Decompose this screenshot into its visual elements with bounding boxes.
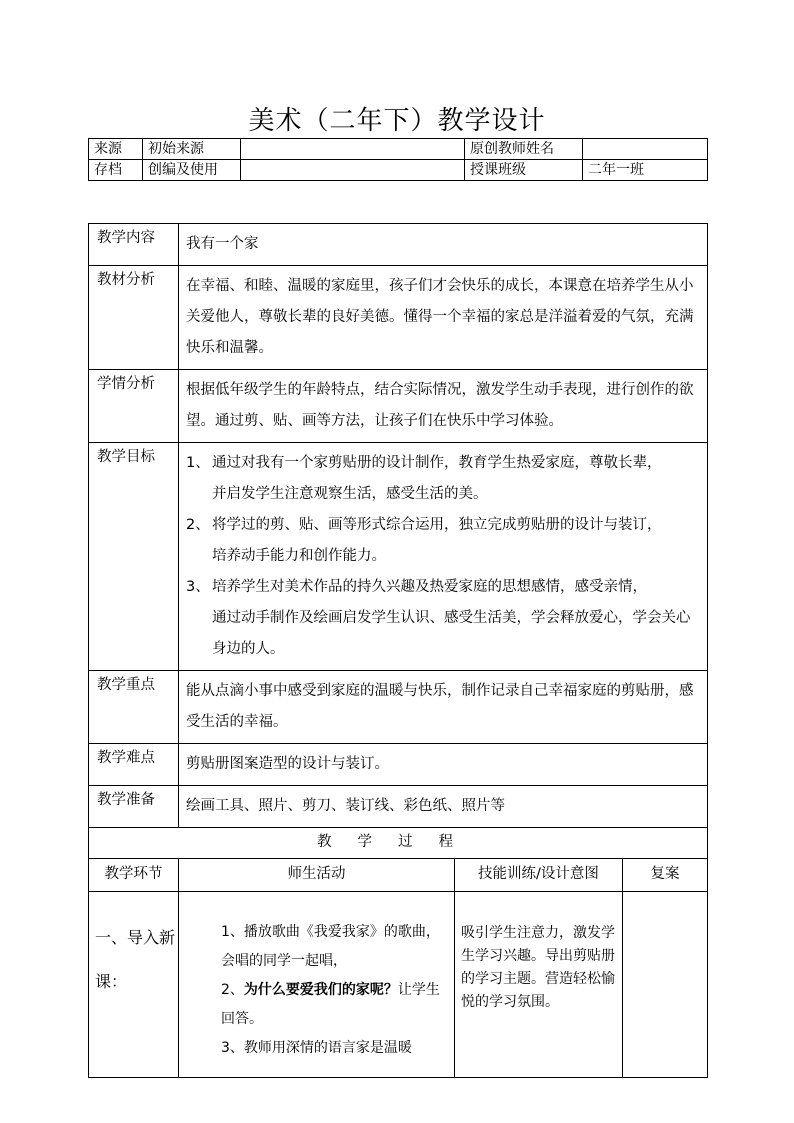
class-value: 二年一班 <box>583 160 708 181</box>
prep-value: 绘画工具、照片、剪刀、装订线、彩色纸、照片等 <box>179 786 708 828</box>
key-label: 教学重点 <box>89 671 179 744</box>
student-value: 根据低年级学生的年龄特点，结合实际情况，激发学生动手表现，进行创作的欲望。通过剪、贴、画等方法，让孩子们在快乐中学习体验。 <box>179 370 708 443</box>
goals-label: 教学目标 <box>89 443 179 671</box>
prep-label: 教学准备 <box>89 786 179 828</box>
archive-label: 存档 <box>89 160 143 181</box>
goals-list <box>179 443 708 671</box>
step-intro: 一、导入新课： <box>89 892 179 1078</box>
source-value: 初始来源 <box>143 139 241 160</box>
material-label: 教材分析 <box>89 266 179 370</box>
goal-number: 2、 <box>186 517 210 533</box>
col-review-header: 复案 <box>623 859 708 892</box>
goal-item <box>186 572 699 665</box>
activity-1: 1、播放歌曲《我爱我家》的歌曲，会唱的同学一起唱， <box>221 924 440 969</box>
goal-text: 将学过的剪、贴、画等形式综合运用，独立完成剪贴册的设计与装订， <box>212 517 662 533</box>
goal-continuation: 通过动手制作及绘画启发学生认识、感受生活美，学会释放爱心，学会关心身边的人。 <box>212 610 691 657</box>
key-value: 能从点滴小事中感受到家庭的温暖与快乐，制作记录自己幸福家庭的剪贴册，感受生活的幸福。 <box>179 671 708 744</box>
skill-intent: 吸引学生注意力，激发学生学习兴趣。导出剪贴册的学习主题。营造轻松愉悦的学习氛围。 <box>455 892 623 1078</box>
meta-table <box>88 138 708 181</box>
activity-3: 3、教师用深情的语言家是温暖 <box>221 1040 412 1056</box>
process-heading: 教学过程 <box>89 828 708 859</box>
activity-2: 2、为什么要爱我们的家呢？让学生回答。 <box>221 982 440 1027</box>
page-title: 美术（二年下）教学设计 <box>248 106 546 136</box>
goal-item <box>186 448 699 510</box>
class-label: 授课班级 <box>465 160 583 181</box>
col-step-header: 教学环节 <box>89 859 179 892</box>
activity-cell <box>179 892 455 1078</box>
col-skill-header: 技能训练/设计意图 <box>455 859 623 892</box>
archive-value: 创编及使用 <box>143 160 241 181</box>
goal-continuation: 培养动手能力和创作能力。 <box>212 548 386 564</box>
lesson-plan-table <box>88 223 708 1078</box>
goal-text: 培养学生对美术作品的持久兴趣及热爱家庭的思想感情，感受亲情， <box>212 579 647 595</box>
student-label: 学情分析 <box>89 370 179 443</box>
material-value: 在幸福、和睦、温暖的家庭里，孩子们才会快乐的成长，本课意在培养学生从小关爱他人，尊敬长辈的良好美德。懂得一个幸福的家总是洋溢着爱的气氛，充满快乐和温馨。 <box>179 266 708 370</box>
goal-item <box>186 510 699 572</box>
goal-number: 1、 <box>186 455 210 471</box>
col-activity-header: 师生活动 <box>179 859 455 892</box>
content-label: 教学内容 <box>89 224 179 266</box>
original-teacher-value <box>583 139 708 160</box>
goal-number: 3、 <box>186 579 210 595</box>
archive-blank <box>241 160 465 181</box>
content-value: 我有一个家 <box>179 224 708 266</box>
source-blank <box>241 139 465 160</box>
goal-continuation: 并启发学生注意观察生活，感受生活的美。 <box>212 486 488 502</box>
difficulty-value: 剪贴册图案造型的设计与装订。 <box>179 744 708 786</box>
difficulty-label: 教学难点 <box>89 744 179 786</box>
review-cell <box>623 892 708 1078</box>
goal-text: 通过对我有一个家剪贴册的设计制作，教育学生热爱家庭，尊敬长辈， <box>212 455 662 471</box>
source-label: 来源 <box>89 139 143 160</box>
original-teacher-label: 原创教师姓名 <box>465 139 583 160</box>
